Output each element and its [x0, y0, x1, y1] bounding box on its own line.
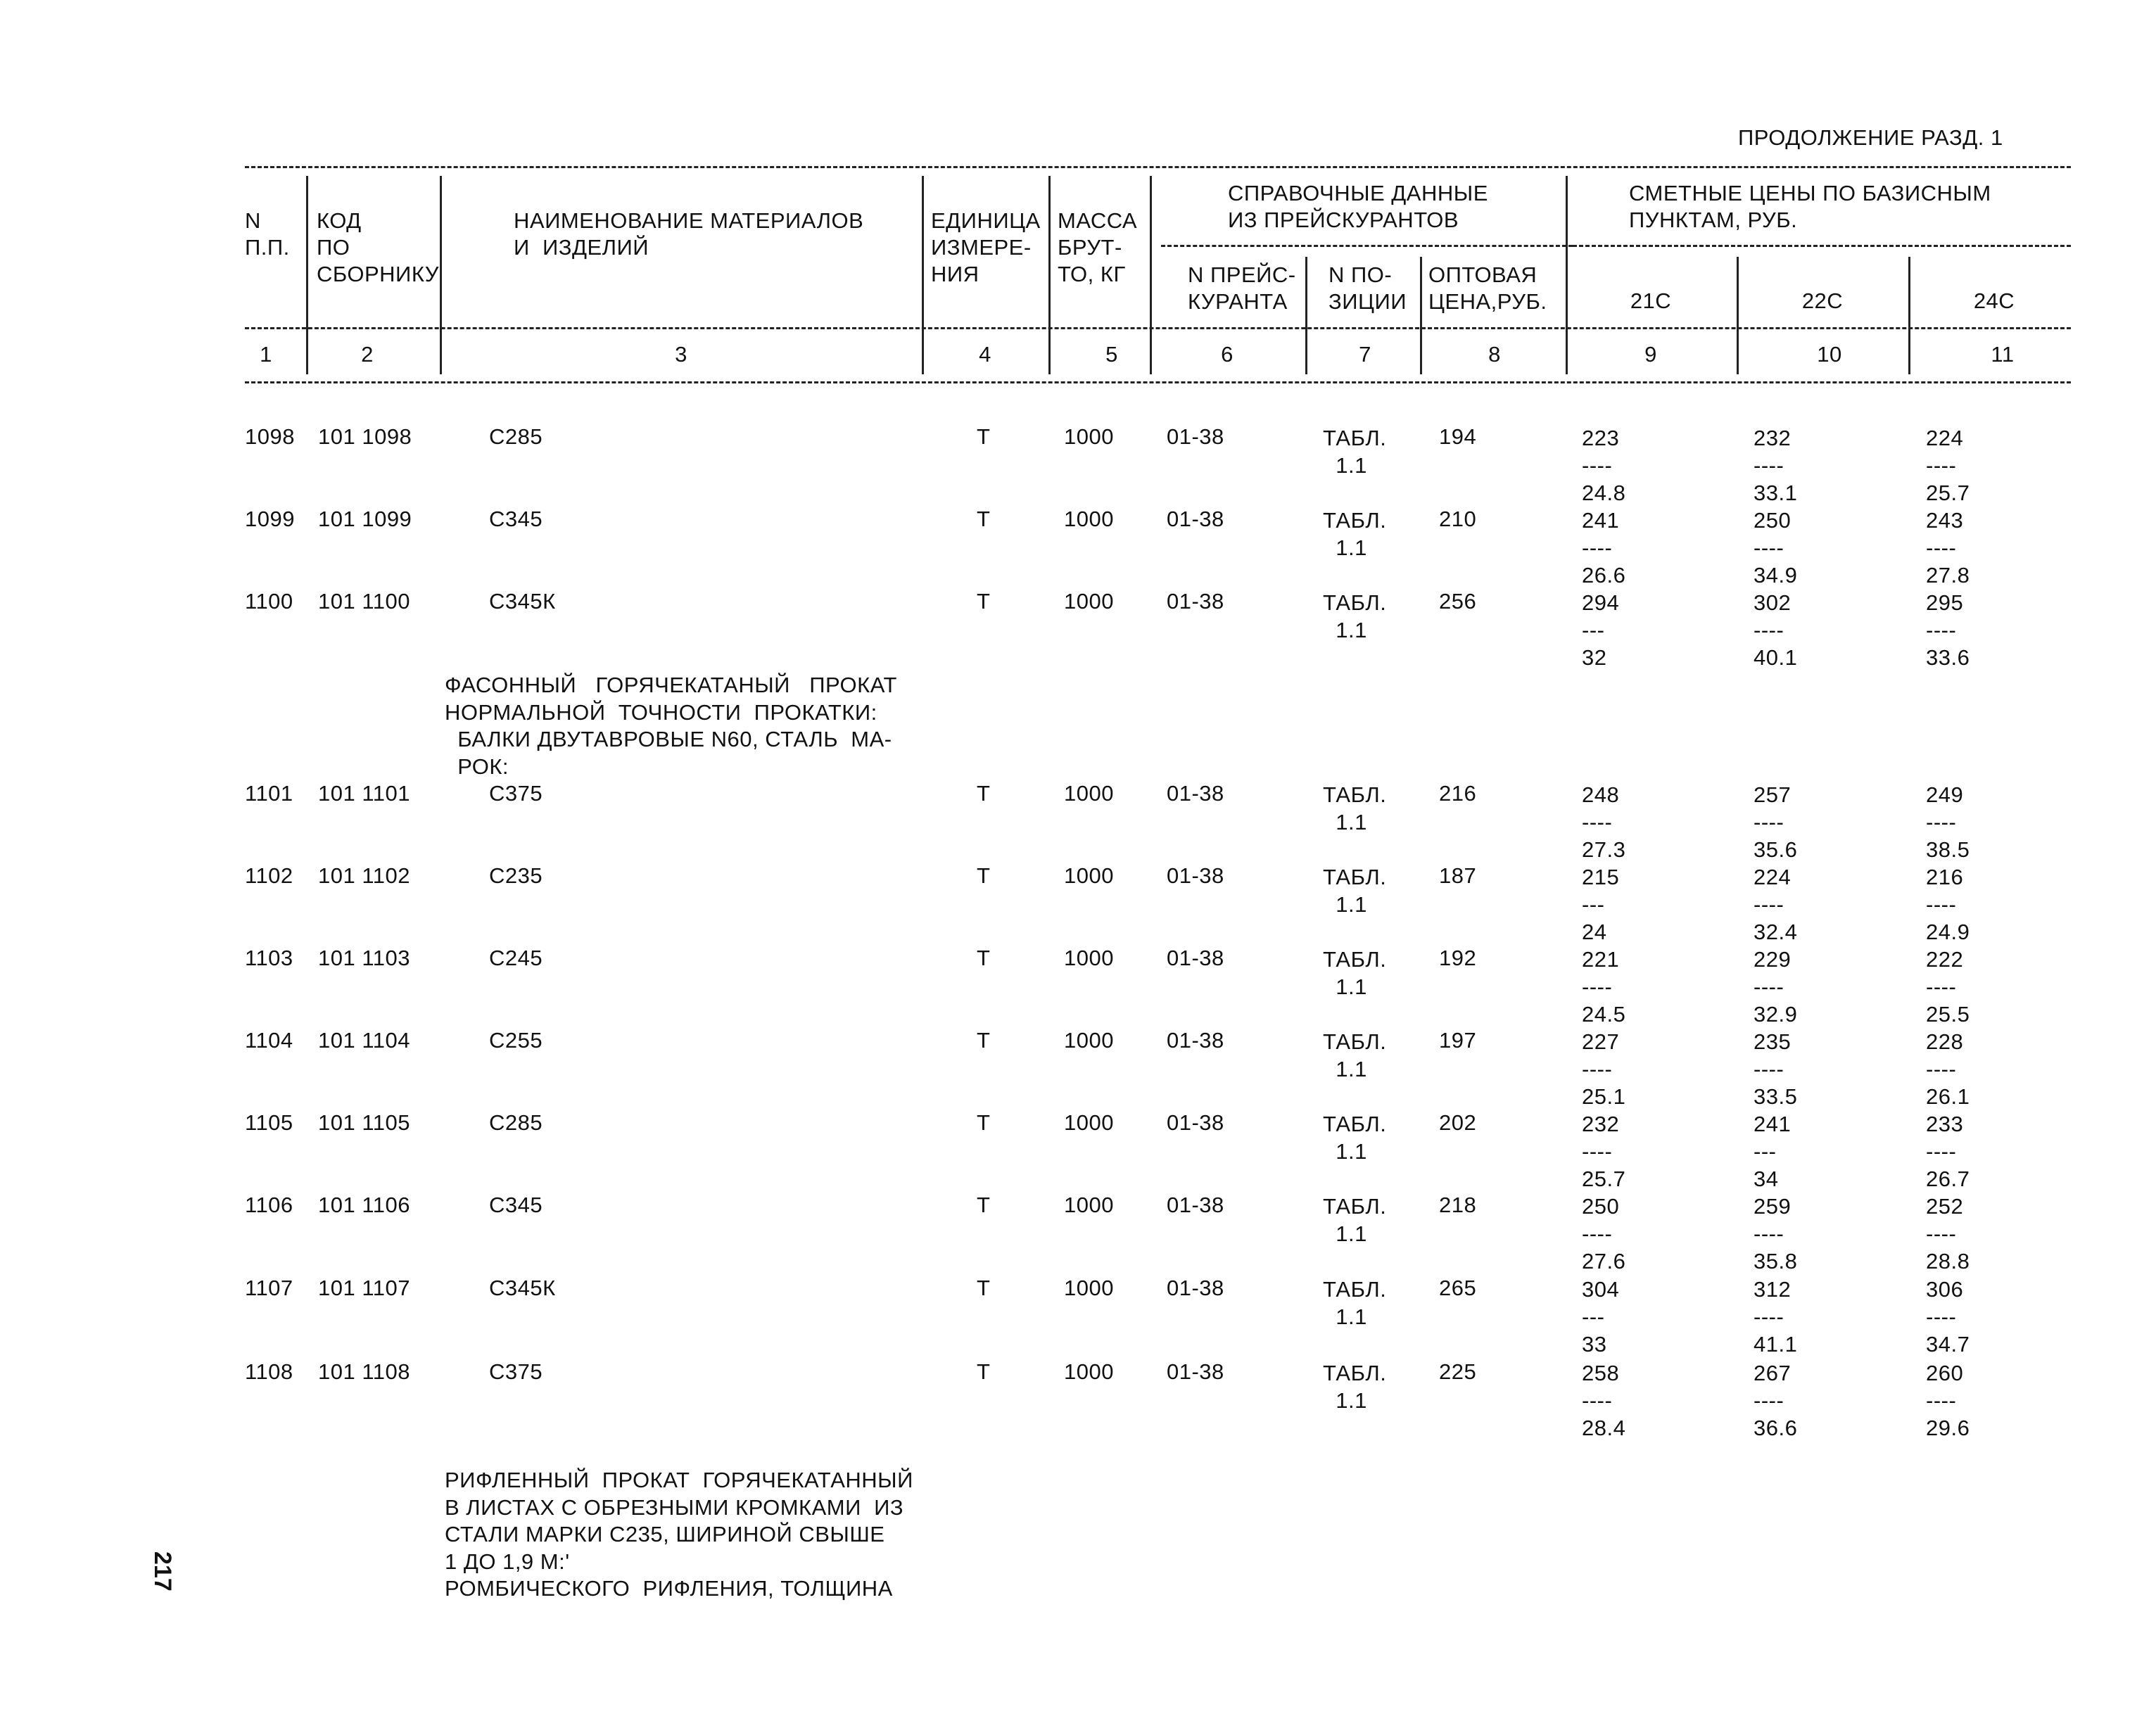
cell-name: С375	[489, 1359, 543, 1384]
cell-price-22c: 224 ---- 32.4	[1754, 865, 1798, 944]
col-divider	[306, 176, 308, 374]
section-heading: РИФЛЕННЫЙ ПРОКАТ ГОРЯЧЕКАТАННЫЙ В ЛИСТАХ С ОБРЕЗНЫМИ КРОМКАМИ ИЗ СТАЛИ МАРКИ С235, ШИРИНОЙ СВЫШЕ 1 ДО 1,9 М:' РОМБИЧЕСКОГО РИФЛЕНИЯ, ТОЛЩИНА	[445, 1468, 913, 1601]
header-mass: МАССА БРУТ- ТО, КГ	[1058, 208, 1138, 286]
cell-code: 101 1105	[318, 1110, 410, 1135]
col-divider	[1150, 176, 1152, 374]
cell-price-22c: 312 ---- 41.1	[1754, 1277, 1798, 1357]
header-point-24c: 24С	[1973, 288, 2015, 313]
table-top-rule	[245, 166, 2071, 168]
cell-price-21c: 215 --- 24	[1582, 865, 1620, 944]
col-divider	[1908, 257, 1910, 374]
cell-position: ТАБЛ. 1.1	[1323, 865, 1387, 917]
cell-name: С245	[489, 946, 543, 970]
cell-wholesale: 202	[1439, 1110, 1477, 1135]
cell-name: С345К	[489, 589, 556, 614]
cell-price-list: 01-38	[1167, 863, 1224, 888]
cell-price-22c: 241 --- 34	[1754, 1112, 1792, 1191]
cell-price-21c: 258 ---- 28.4	[1582, 1361, 1626, 1440]
cell-code: 101 1108	[318, 1359, 410, 1384]
cell-unit: Т	[977, 507, 991, 531]
cell-price-list: 01-38	[1167, 1028, 1224, 1053]
cell-unit: Т	[977, 424, 991, 449]
header-ref-wholesale: ОПТОВАЯ ЦЕНА,РУБ.	[1428, 262, 1547, 314]
cell-name: С375	[489, 781, 543, 806]
cell-price-24c: 249 ---- 38.5	[1926, 782, 1970, 862]
col-divider	[1737, 257, 1739, 374]
cell-price-24c: 306 ---- 34.7	[1926, 1277, 1970, 1357]
col-divider	[1420, 257, 1422, 374]
cell-np: 1106	[245, 1193, 293, 1217]
cell-price-21c: 232 ---- 25.7	[1582, 1112, 1626, 1191]
header-code: КОД ПО СБОРНИКУ	[317, 208, 439, 286]
header-bottom-rule	[245, 327, 2071, 329]
cell-position: ТАБЛ. 1.1	[1323, 947, 1387, 999]
cell-unit: Т	[977, 589, 991, 614]
cell-unit: Т	[977, 1276, 991, 1300]
col-number: 5	[1105, 342, 1118, 367]
col-number: 8	[1488, 342, 1501, 367]
cell-np: 1108	[245, 1359, 293, 1384]
cell-code: 101 1102	[318, 863, 410, 888]
cell-price-21c: 250 ---- 27.6	[1582, 1194, 1626, 1273]
cell-mass: 1000	[1064, 589, 1114, 614]
cell-position: ТАБЛ. 1.1	[1323, 1029, 1387, 1081]
cell-price-24c: 295 ---- 33.6	[1926, 590, 1970, 670]
cell-price-21c: 221 ---- 24.5	[1582, 947, 1626, 1027]
col-divider	[922, 176, 924, 374]
cell-mass: 1000	[1064, 863, 1114, 888]
cell-mass: 1000	[1064, 1276, 1114, 1300]
col-number: 1	[260, 342, 272, 367]
cell-code: 101 1106	[318, 1193, 410, 1217]
cell-price-22c: 257 ---- 35.6	[1754, 782, 1798, 862]
cell-mass: 1000	[1064, 1110, 1114, 1135]
ref-group-rule	[1161, 245, 1573, 247]
col-number: 2	[361, 342, 374, 367]
cell-unit: Т	[977, 946, 991, 970]
col-number: 10	[1817, 342, 1842, 367]
cell-price-24c: 228 ---- 26.1	[1926, 1029, 1970, 1109]
cell-position: ТАБЛ. 1.1	[1323, 508, 1387, 560]
cell-position: ТАБЛ. 1.1	[1323, 1194, 1387, 1246]
header-unit: ЕДИНИЦА ИЗМЕРЕ- НИЯ	[931, 208, 1041, 286]
cell-price-21c: 241 ---- 26.6	[1582, 508, 1626, 587]
page-number: 217	[149, 1551, 176, 1592]
col-number: 3	[675, 342, 687, 367]
cell-mass: 1000	[1064, 424, 1114, 449]
cell-price-21c: 304 --- 33	[1582, 1277, 1620, 1357]
cell-wholesale: 265	[1439, 1276, 1477, 1300]
cell-price-22c: 235 ---- 33.5	[1754, 1029, 1798, 1109]
cell-code: 101 1099	[318, 507, 412, 531]
cell-price-21c: 248 ---- 27.3	[1582, 782, 1626, 862]
cell-price-list: 01-38	[1167, 1110, 1224, 1135]
cell-wholesale: 197	[1439, 1028, 1477, 1053]
cell-mass: 1000	[1064, 507, 1114, 531]
cell-price-list: 01-38	[1167, 1276, 1224, 1300]
header-name: НАИМЕНОВАНИЕ МАТЕРИАЛОВ И ИЗДЕЛИЙ	[514, 208, 864, 260]
cell-code: 101 1107	[318, 1276, 410, 1300]
header-est-group: СМЕТНЫЕ ЦЕНЫ ПО БАЗИСНЫМ ПУНКТАМ, РУБ.	[1629, 181, 1991, 232]
cell-code: 101 1100	[318, 589, 410, 614]
cell-np: 1099	[245, 507, 295, 531]
cell-unit: Т	[977, 1193, 991, 1217]
header-ref-group: СПРАВОЧНЫЕ ДАННЫЕ ИЗ ПРЕЙСКУРАНТОВ	[1228, 181, 1488, 232]
cell-unit: Т	[977, 1110, 991, 1135]
cell-price-22c: 259 ---- 35.8	[1754, 1194, 1798, 1273]
cell-unit: Т	[977, 781, 991, 806]
cell-price-21c: 294 --- 32	[1582, 590, 1620, 670]
cell-wholesale: 210	[1439, 507, 1477, 531]
cell-np: 1101	[245, 781, 293, 806]
cell-np: 1103	[245, 946, 293, 970]
cell-name: С345	[489, 507, 543, 531]
cell-mass: 1000	[1064, 946, 1114, 970]
cell-np: 1104	[245, 1028, 293, 1053]
cell-code: 101 1104	[318, 1028, 410, 1053]
cell-np: 1102	[245, 863, 293, 888]
cell-price-list: 01-38	[1167, 781, 1224, 806]
cell-price-list: 01-38	[1167, 1359, 1224, 1384]
cell-price-21c: 227 ---- 25.1	[1582, 1029, 1626, 1109]
cell-position: ТАБЛ. 1.1	[1323, 1361, 1387, 1413]
cell-name: С285	[489, 424, 543, 449]
col-divider	[440, 176, 442, 374]
cell-position: ТАБЛ. 1.1	[1323, 1277, 1387, 1329]
cell-price-list: 01-38	[1167, 424, 1224, 449]
cell-name: С285	[489, 1110, 543, 1135]
cell-price-22c: 250 ---- 34.9	[1754, 508, 1798, 587]
col-divider	[1566, 176, 1568, 374]
cell-price-24c: 216 ---- 24.9	[1926, 865, 1970, 944]
cell-price-21c: 223 ---- 24.8	[1582, 426, 1626, 505]
col-divider	[1048, 176, 1051, 374]
cell-price-list: 01-38	[1167, 946, 1224, 970]
continuation-title: ПРОДОЛЖЕНИЕ РАЗД. 1	[1738, 125, 2003, 150]
cell-position: ТАБЛ. 1.1	[1323, 426, 1387, 478]
col-number: 6	[1221, 342, 1234, 367]
header-point-21c: 21С	[1630, 288, 1672, 313]
cell-wholesale: 187	[1439, 863, 1477, 888]
cell-wholesale: 225	[1439, 1359, 1477, 1384]
cell-np: 1105	[245, 1110, 293, 1135]
cell-unit: Т	[977, 863, 991, 888]
cell-np: 1098	[245, 424, 295, 449]
cell-unit: Т	[977, 1359, 991, 1384]
cell-price-22c: 267 ---- 36.6	[1754, 1361, 1798, 1440]
colnum-bottom-rule	[245, 381, 2071, 383]
cell-wholesale: 218	[1439, 1193, 1477, 1217]
cell-wholesale: 194	[1439, 424, 1477, 449]
col-number: 4	[979, 342, 991, 367]
header-ref-position: N ПО- ЗИЦИИ	[1329, 262, 1407, 314]
cell-mass: 1000	[1064, 1359, 1114, 1384]
cell-wholesale: 216	[1439, 781, 1477, 806]
cell-price-list: 01-38	[1167, 589, 1224, 614]
cell-position: ТАБЛ. 1.1	[1323, 782, 1387, 834]
cell-mass: 1000	[1064, 781, 1114, 806]
cell-name: С255	[489, 1028, 543, 1053]
cell-unit: Т	[977, 1028, 991, 1053]
cell-wholesale: 192	[1439, 946, 1477, 970]
header-np: N П.П.	[245, 208, 290, 260]
cell-mass: 1000	[1064, 1193, 1114, 1217]
cell-price-24c: 233 ---- 26.7	[1926, 1112, 1970, 1191]
header-ref-price-list: N ПРЕЙС- КУРАНТА	[1188, 262, 1296, 314]
col-number: 9	[1644, 342, 1657, 367]
cell-mass: 1000	[1064, 1028, 1114, 1053]
cell-np: 1100	[245, 589, 293, 614]
cell-position: ТАБЛ. 1.1	[1323, 1112, 1387, 1164]
cell-name: С345	[489, 1193, 543, 1217]
section-heading: ФАСОННЫЙ ГОРЯЧЕКАТАНЫЙ ПРОКАТ НОРМАЛЬНОЙ ТОЧНОСТИ ПРОКАТКИ: БАЛКИ ДВУТАВРОВЫЕ N60, СТАЛЬ МА- РОК:	[445, 673, 897, 779]
col-number: 11	[1991, 342, 2015, 367]
cell-price-24c: 260 ---- 29.6	[1926, 1361, 1970, 1440]
cell-code: 101 1098	[318, 424, 412, 449]
col-number: 7	[1359, 342, 1371, 367]
cell-price-24c: 222 ---- 25.5	[1926, 947, 1970, 1027]
est-group-rule	[1573, 245, 2071, 247]
cell-price-24c: 252 ---- 28.8	[1926, 1194, 1970, 1273]
cell-code: 101 1103	[318, 946, 410, 970]
cell-name: С235	[489, 863, 543, 888]
cell-wholesale: 256	[1439, 589, 1477, 614]
cell-price-list: 01-38	[1167, 507, 1224, 531]
cell-code: 101 1101	[318, 781, 410, 806]
cell-price-22c: 232 ---- 33.1	[1754, 426, 1798, 505]
cell-price-22c: 302 ---- 40.1	[1754, 590, 1798, 670]
cell-position: ТАБЛ. 1.1	[1323, 590, 1387, 642]
header-point-22c: 22С	[1801, 288, 1844, 313]
cell-price-list: 01-38	[1167, 1193, 1224, 1217]
cell-price-24c: 243 ---- 27.8	[1926, 508, 1970, 587]
cell-np: 1107	[245, 1276, 293, 1300]
cell-name: С345К	[489, 1276, 556, 1300]
col-divider	[1305, 257, 1307, 374]
cell-price-22c: 229 ---- 32.9	[1754, 947, 1798, 1027]
cell-price-24c: 224 ---- 25.7	[1926, 426, 1970, 505]
